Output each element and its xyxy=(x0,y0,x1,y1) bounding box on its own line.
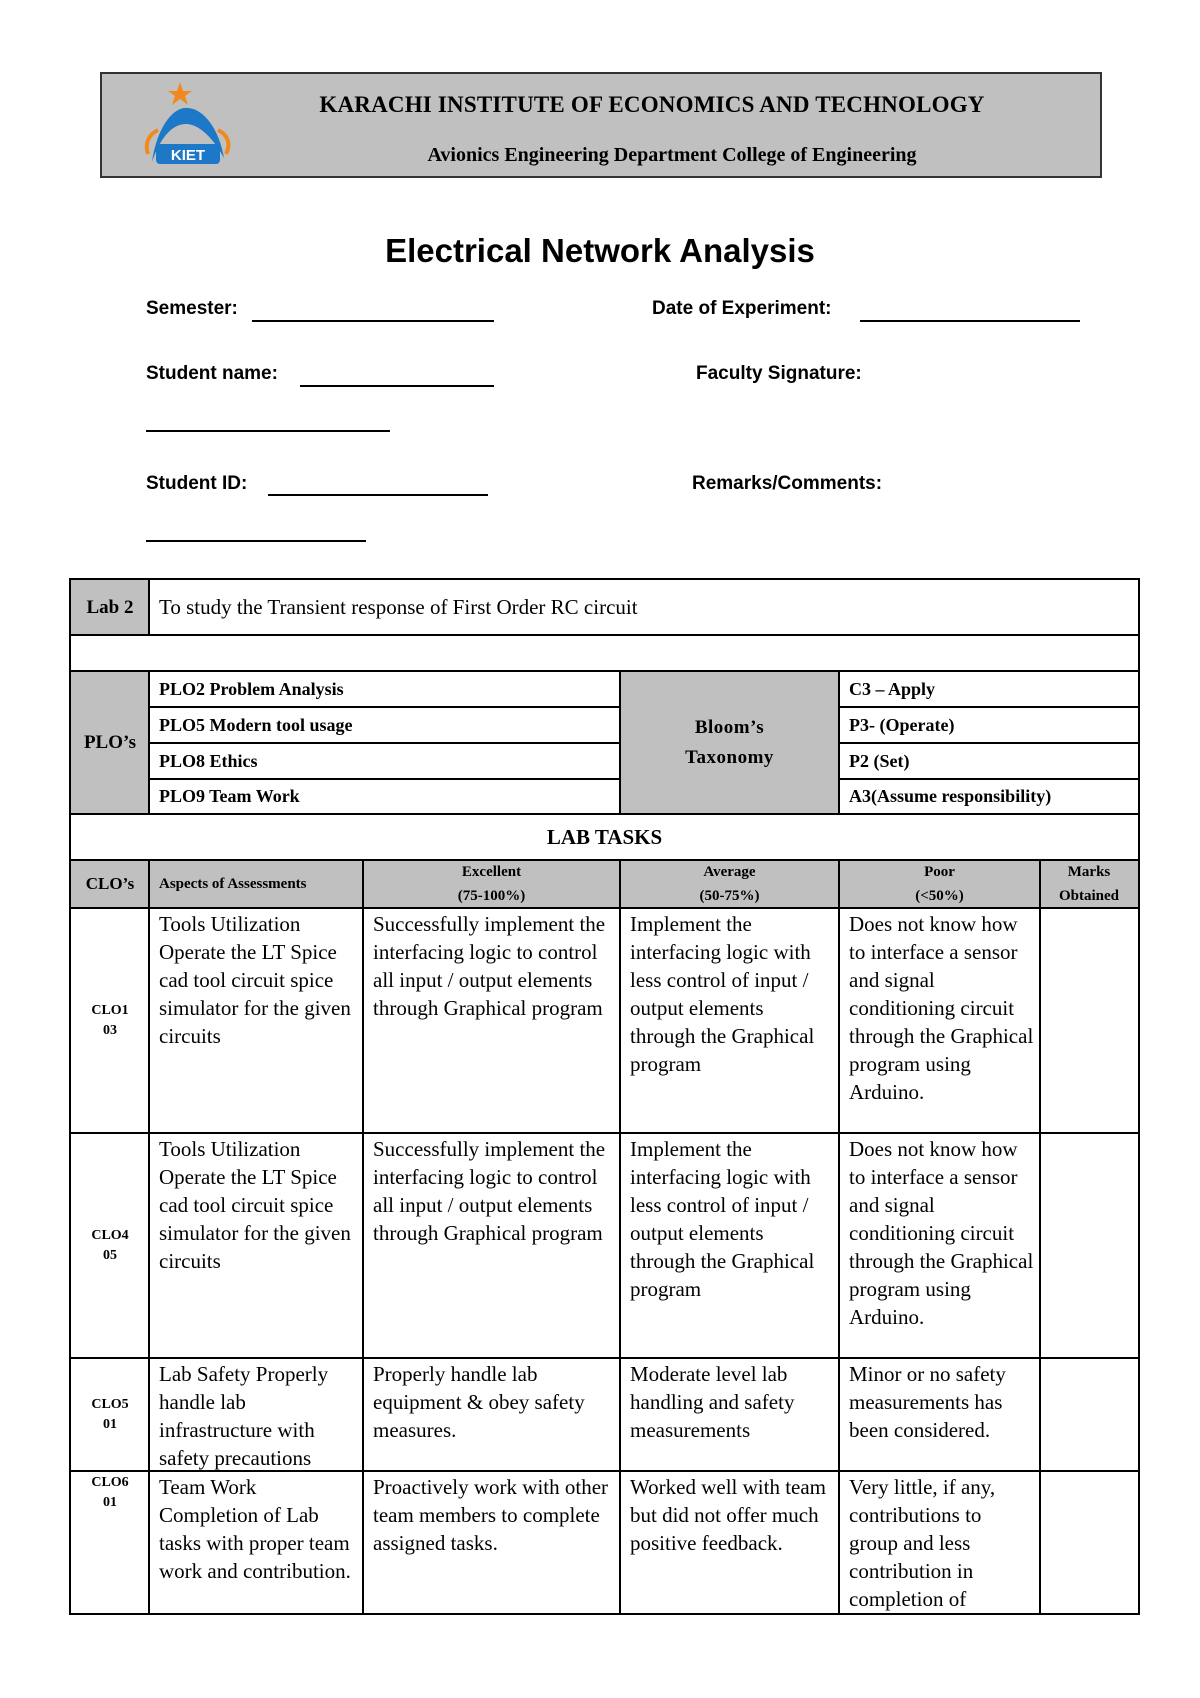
rule xyxy=(839,706,1138,708)
aspect-cell: Lab Safety Properly handle lab infrastructure with safety precautions xyxy=(159,1362,329,1470)
col-excellent: Excellent (75-100%) xyxy=(457,864,526,904)
rule xyxy=(148,859,150,1613)
excellent-cell: Properly handle lab equipment & obey safety measures. xyxy=(373,1362,585,1442)
bloom-item: P3- (Operate) xyxy=(849,714,955,735)
marks-cell[interactable] xyxy=(1040,1471,1138,1613)
blooms-line-2: Taxonomy xyxy=(685,746,774,768)
marks-cell[interactable] xyxy=(1040,908,1138,1133)
plo-item: PLO9 Team Work xyxy=(159,786,300,806)
excellent-cell: Successfully implement the interfacing logic to control all input / output elements through Graphical program xyxy=(373,1137,606,1245)
aspect-cell: Tools Utilization Operate the LT Spice cad tool circuit spice simulator for the given circuits xyxy=(159,1137,351,1273)
bloom-item: C3 – Apply xyxy=(849,678,936,699)
student-id-label: Student ID: xyxy=(146,473,248,494)
rule xyxy=(839,778,1138,780)
aspect-cell: Team Work Completion of Lab tasks with proper team work and contribution. xyxy=(159,1475,351,1583)
lab-title: To study the Transient response of First Order RC circuit xyxy=(159,595,638,619)
col-clo: CLO’s xyxy=(85,874,135,893)
poor-cell: Minor or no safety measurements has been considered. xyxy=(849,1362,1006,1442)
rule xyxy=(148,580,150,634)
logo-text: KIET xyxy=(170,147,206,164)
student-id-blank[interactable] xyxy=(268,494,488,496)
blooms-line-1: Bloom’s xyxy=(694,716,765,738)
bloom-item: P2 (Set) xyxy=(849,750,910,771)
poor-cell: Very little, if any, contributions to group and less contribution in completion of xyxy=(849,1475,996,1611)
assessment-table xyxy=(69,578,1140,1615)
student-name-label: Student name: xyxy=(146,363,278,384)
semester-label: Semester: xyxy=(146,298,238,319)
faculty-signature-label: Faculty Signature: xyxy=(696,363,862,384)
remarks-label: Remarks/Comments: xyxy=(692,473,883,494)
plo-item: PLO2 Problem Analysis xyxy=(159,678,344,699)
document-title: Electrical Network Analysis xyxy=(385,232,815,269)
date-of-experiment-blank[interactable] xyxy=(860,320,1080,322)
rule xyxy=(71,813,1138,815)
average-cell: Implement the interfacing logic with less control of input / output elements through the Graphical program xyxy=(630,912,815,1076)
institute-name: KARACHI INSTITUTE OF ECONOMICS AND TECHNOLOGY xyxy=(319,92,985,117)
col-aspects: Aspects of Assessments xyxy=(159,875,307,892)
rule xyxy=(71,859,1138,861)
col-marks-obtained: Marks Obtained xyxy=(1058,864,1119,904)
rule xyxy=(149,742,620,744)
department-name: Avionics Engineering Department College of Engineering xyxy=(427,144,917,166)
plos-label: PLO’s xyxy=(83,731,137,753)
rule xyxy=(71,907,1138,909)
plo-item: PLO8 Ethics xyxy=(159,750,258,771)
rule xyxy=(839,742,1138,744)
rule xyxy=(71,670,1138,672)
student-name-blank[interactable] xyxy=(300,385,494,387)
excellent-cell: Proactively work with other team members to complete assigned tasks. xyxy=(373,1475,609,1555)
rule xyxy=(71,1470,1138,1472)
lab-tasks-heading: LAB TASKS xyxy=(546,824,663,849)
faculty-signature-blank[interactable] xyxy=(146,430,390,432)
clo-id: CLO4 05 xyxy=(91,1227,129,1263)
lab-number: Lab 2 xyxy=(86,596,134,618)
rule xyxy=(838,670,840,814)
rule xyxy=(619,859,621,1613)
clo-id: CLO5 01 xyxy=(91,1396,129,1432)
clo-id: CLO1 03 xyxy=(91,1002,129,1038)
poor-cell: Does not know how to interface a sensor and signal conditioning circuit through the Graphical program using Arduino. xyxy=(849,1137,1034,1329)
header-banner xyxy=(100,72,1102,178)
rule xyxy=(148,670,150,814)
rule xyxy=(149,778,620,780)
semester-blank[interactable] xyxy=(252,320,494,322)
rule xyxy=(149,706,620,708)
average-cell: Implement the interfacing logic with less control of input / output elements through the Graphical program xyxy=(630,1137,815,1301)
remarks-blank[interactable] xyxy=(146,540,366,542)
blooms-taxonomy-label xyxy=(620,671,839,814)
rule xyxy=(71,1132,1138,1134)
average-cell: Moderate level lab handling and safety measurements xyxy=(630,1362,795,1442)
date-of-experiment-label: Date of Experiment: xyxy=(652,298,832,319)
marks-cell[interactable] xyxy=(1040,1358,1138,1471)
rule xyxy=(71,1357,1138,1359)
col-average: Average (50-75%) xyxy=(699,864,760,904)
col-poor: Poor (<50%) xyxy=(915,864,964,904)
average-cell: Worked well with team but did not offer much positive feedback. xyxy=(630,1475,827,1555)
plo-item: PLO5 Modern tool usage xyxy=(159,714,353,735)
rule xyxy=(1039,859,1041,1613)
clo-id: CLO6 01 xyxy=(91,1475,129,1510)
kiet-logo xyxy=(138,80,238,172)
excellent-cell: Successfully implement the interfacing logic to control all input / output elements through Graphical program xyxy=(373,912,606,1020)
rule xyxy=(838,859,840,1613)
marks-cell[interactable] xyxy=(1040,1133,1138,1358)
rule xyxy=(362,859,364,1613)
bloom-item: A3(Assume responsibility) xyxy=(849,786,1052,806)
poor-cell: Does not know how to interface a sensor and signal conditioning circuit through the Graphical program using Arduino. xyxy=(849,912,1034,1104)
aspect-cell: Tools Utilization Operate the LT Spice cad tool circuit spice simulator for the given circuits xyxy=(159,912,351,1048)
rule xyxy=(619,670,621,814)
rule xyxy=(71,634,1138,636)
